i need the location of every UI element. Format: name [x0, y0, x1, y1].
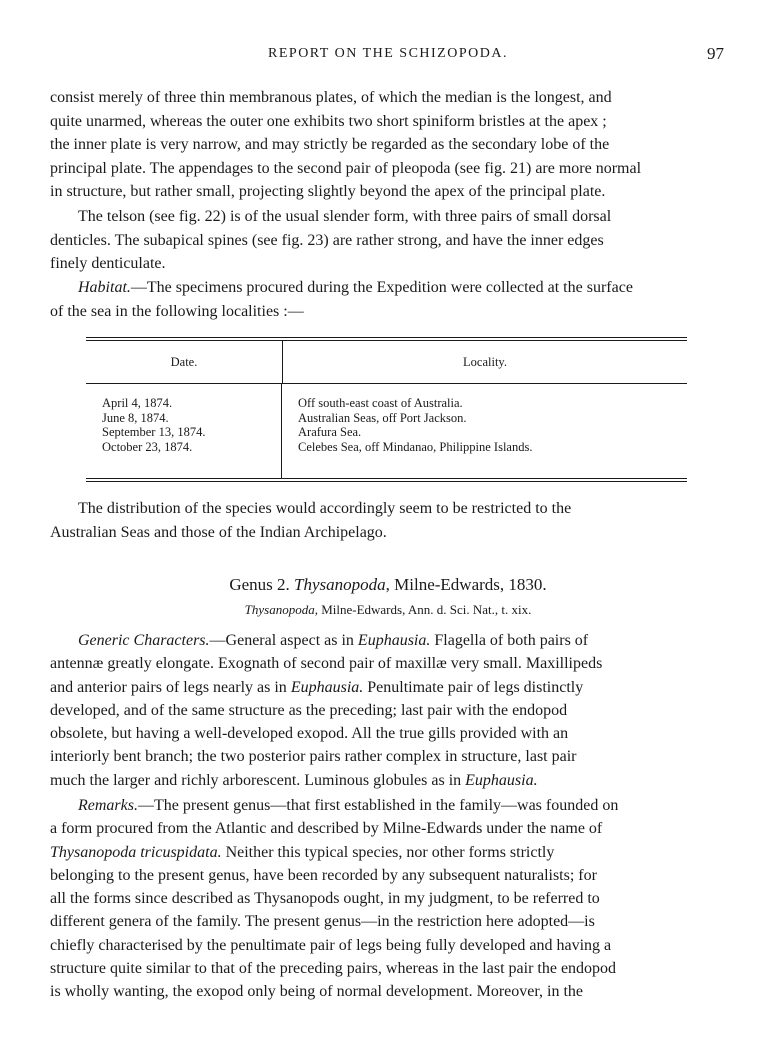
page-number: 97 [707, 44, 724, 63]
text-line: The telson (see fig. 22) is of the usual slender form, with three pairs of small dorsal [78, 208, 612, 225]
paragraph-remarks [50, 794, 726, 1004]
generic-characters-label: Generic Characters. [78, 632, 210, 649]
locality-cell: Celebes Sea, off Mindanao, Philippine Islands. [298, 439, 533, 454]
text-line: in structure, but rather small, projecting slightly beyond the apex of the principal plate. [50, 183, 606, 201]
paragraph-generic-characters [50, 629, 726, 792]
text-line: principal plate. The appendages to the second pair of pleopoda (see fig. 21) are more normal [50, 159, 642, 177]
text-line: antennæ greatly elongate. Exognath of second pair of maxillæ very small. Maxillipeds [50, 655, 603, 673]
locality-cell: Arafura Sea. [298, 425, 362, 439]
paragraph-appendages [50, 86, 726, 204]
date-cell: October 23, 1874. [102, 439, 193, 454]
date-cell: September 13, 1874. [102, 425, 206, 439]
paragraph-distribution [50, 497, 726, 544]
text-line: a form procured from the Atlantic and described by Milne-Edwards under the name of [50, 820, 603, 838]
text-line: structure quite similar to that of the preceding pairs, whereas in the last pair the endopod [50, 960, 617, 978]
locality-header: Locality. [463, 355, 507, 369]
text-line: denticles. The subapical spines (see fig. 23) are rather strong, and have the inner edges [50, 231, 604, 249]
text-line: belonging to the present genus, have been recorded by any subsequent naturalists; for [50, 866, 597, 884]
text-line: Thysanopoda tricuspidata. Neither this typical species, nor other forms strictly [50, 843, 555, 861]
text-line: chiefly characterised by the penultimate pair of legs being fully developed and having a [50, 936, 612, 954]
text-line: and anterior pairs of legs nearly as in Euphausia. Penultimate pair of legs distinctly [50, 678, 584, 696]
text-line: finely denticulate. [50, 255, 166, 273]
text-line: quite unarmed, whereas the outer one exhibits two short spiniform bristles at the apex ; [50, 112, 607, 130]
text-line: obsolete, but having a well-developed exopod. All the true gills provided with an [50, 725, 569, 743]
text-line: Generic Characters.—General aspect as in Euphausia. Flagella of both pairs of [78, 632, 589, 649]
text-line: Australian Seas and those of the Indian Archipelago. [50, 523, 387, 541]
remarks-label: Remarks. [78, 797, 138, 814]
date-header: Date. [86, 341, 283, 383]
genus-heading: Genus 2. Thysanopoda, Milne-Edwards, 1830. [229, 575, 547, 594]
text-line: The distribution of the species would accordingly seem to be restricted to the [78, 500, 572, 517]
locality-cell: Off south-east coast of Australia. [298, 396, 463, 410]
text-line: interiorly bent branch; the two posterior pairs rather complex in structure, last pair [50, 748, 577, 766]
locality-cell: Australian Seas, off Port Jackson. [298, 410, 467, 425]
text-line: consist merely of three thin membranous plates, of which the median is the longest, and [50, 89, 612, 106]
text-line: all the forms since described as Thysanopods ought, in my judgment, to be referred to [50, 890, 600, 908]
localities-table [86, 337, 687, 482]
locality-column [282, 384, 687, 478]
table-header-row [86, 341, 687, 384]
habitat-label: Habitat. [78, 279, 131, 296]
text-line: much the larger and richly arborescent. Luminous globules as in Euphausia. [50, 771, 538, 789]
page-header [0, 44, 776, 66]
date-cell: June 8, 1874. [102, 410, 169, 425]
text-line: Habitat.—The specimens procured during the Expedition were collected at the surface [78, 279, 633, 296]
text-line: the inner plate is very narrow, and may strictly be regarded as the secondary lobe of the [50, 136, 610, 154]
text-line: is wholly wanting, the exopod only being of normal development. Moreover, in the [50, 983, 584, 1001]
paragraph-habitat [50, 276, 726, 323]
genus-name: Thysanopoda [294, 575, 386, 594]
paragraph-telson [50, 205, 726, 276]
table-body [86, 384, 687, 478]
text-line: of the sea in the following localities :— [50, 302, 304, 320]
text-line: Remarks.—The present genus—that first established in the family—was founded on [78, 797, 619, 814]
running-title: REPORT ON THE SCHIZOPODA. [268, 46, 508, 61]
date-column [86, 384, 282, 478]
date-cell: April 4, 1874. [102, 396, 173, 410]
text-line: developed, and of the same structure as the preceding; last pair with the endopod [50, 701, 568, 719]
genus-reference: Thysanopoda, Milne-Edwards, Ann. d. Sci. Nat., t. xix. [244, 602, 532, 617]
text-line: different genera of the family. The present genus—in the restriction here adopted—is [50, 913, 595, 931]
